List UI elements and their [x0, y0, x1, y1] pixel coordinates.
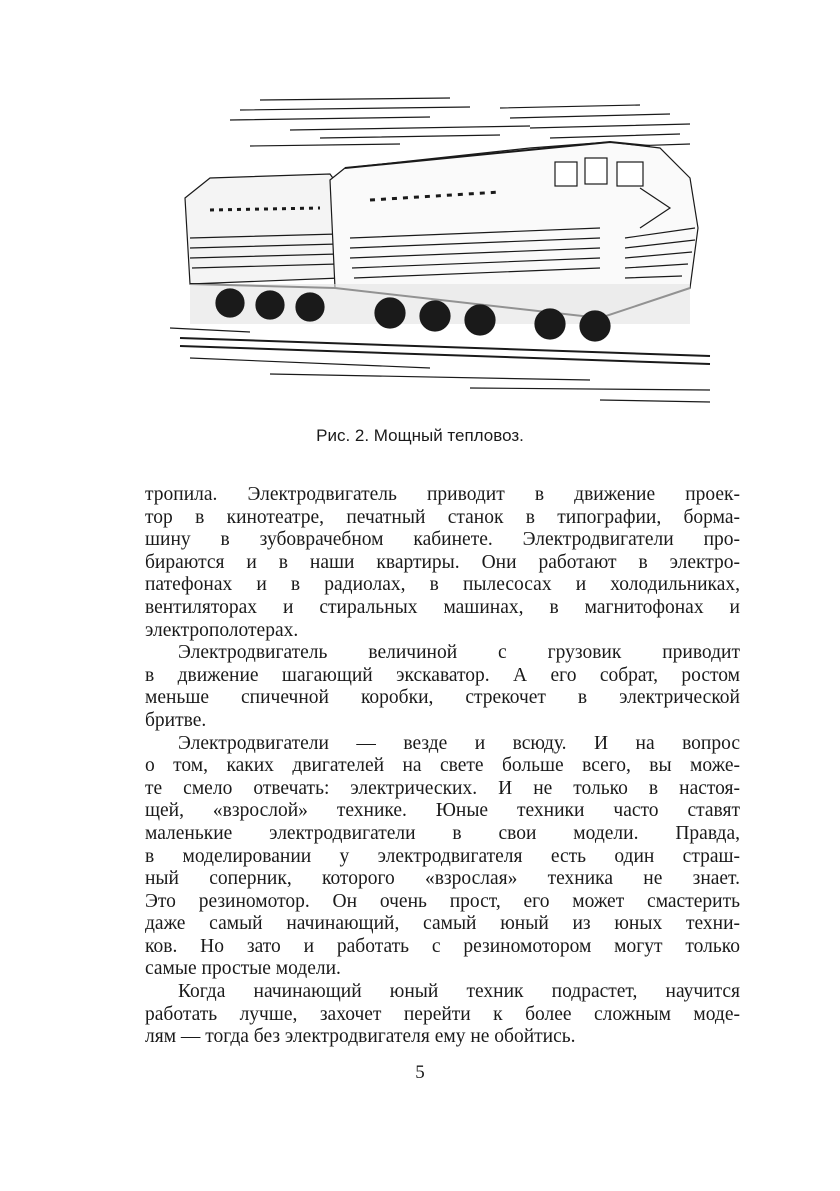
text-line: ный соперник, которого «взрослая» техника не знает.: [145, 868, 740, 890]
paragraph: [145, 733, 740, 982]
paragraph: [145, 981, 740, 1049]
locomotive-drawing: [170, 88, 730, 408]
text-line: бритве.: [145, 709, 207, 731]
figure-caption: Рис. 2. Мощный тепловоз.: [316, 426, 524, 445]
text-line: Электродвигатели — везде и всюду. И на вопрос: [178, 732, 740, 754]
text-line: шину в зубоврачебном кабинете. Электродвигатели про-: [145, 529, 740, 551]
text-line: работать лучше, захочет перейти к более сложным моде-: [145, 1003, 740, 1025]
text-line: Электродвигатель величиной с грузовик приводит: [178, 642, 740, 664]
paragraph: [145, 484, 740, 642]
text-line: о том, каких двигателей на свете больше всего, вы може-: [145, 755, 740, 777]
text-line: электрополотерах.: [145, 619, 299, 641]
text-line: лям — тогда без электродвигателя ему не обойтись.: [145, 1026, 576, 1048]
text-line: самые простые модели.: [145, 958, 341, 980]
text-line: те смело отвечать: электрических. И не только в настоя-: [145, 777, 740, 799]
text-line: даже самый начинающий, самый юный из юных техни-: [145, 913, 740, 935]
text-line: Это резиномотор. Он очень прост, его может смастерить: [145, 890, 740, 912]
text-line: Когда начинающий юный техник подрастет, научится: [178, 981, 740, 1003]
locomotive-illustration: [170, 88, 730, 408]
text-line: тропила. Электродвигатель приводит в движение проек-: [145, 484, 740, 505]
body-text: [145, 484, 740, 1049]
text-line: в моделировании у электродвигателя есть один страш-: [145, 845, 740, 867]
text-line: в движение шагающий экскаватор. А его собрат, ростом: [145, 664, 740, 686]
text-line: ков. Но зато и работать с резиномотором могут только: [145, 935, 740, 957]
text-line: маленькие электродвигатели в свои модели. Правда,: [145, 822, 740, 844]
text-line: патефонах и в радиолах, в пылесосах и холодильниках,: [145, 574, 740, 596]
text-line: меньше спичечной коробки, стрекочет в электрической: [145, 687, 740, 709]
page-number: 5: [415, 1062, 425, 1083]
paragraph: [145, 642, 740, 732]
text-line: щей, «взрослой» технике. Юные техники часто ставят: [145, 800, 740, 822]
text-line: бираются и в наши квартиры. Они работают в электро-: [145, 551, 740, 573]
text-line: вентиляторах и стиральных машинах, в магнитофонах и: [145, 596, 740, 618]
text-line: тор в кинотеатре, печатный станок в типографии, борма-: [145, 506, 740, 528]
